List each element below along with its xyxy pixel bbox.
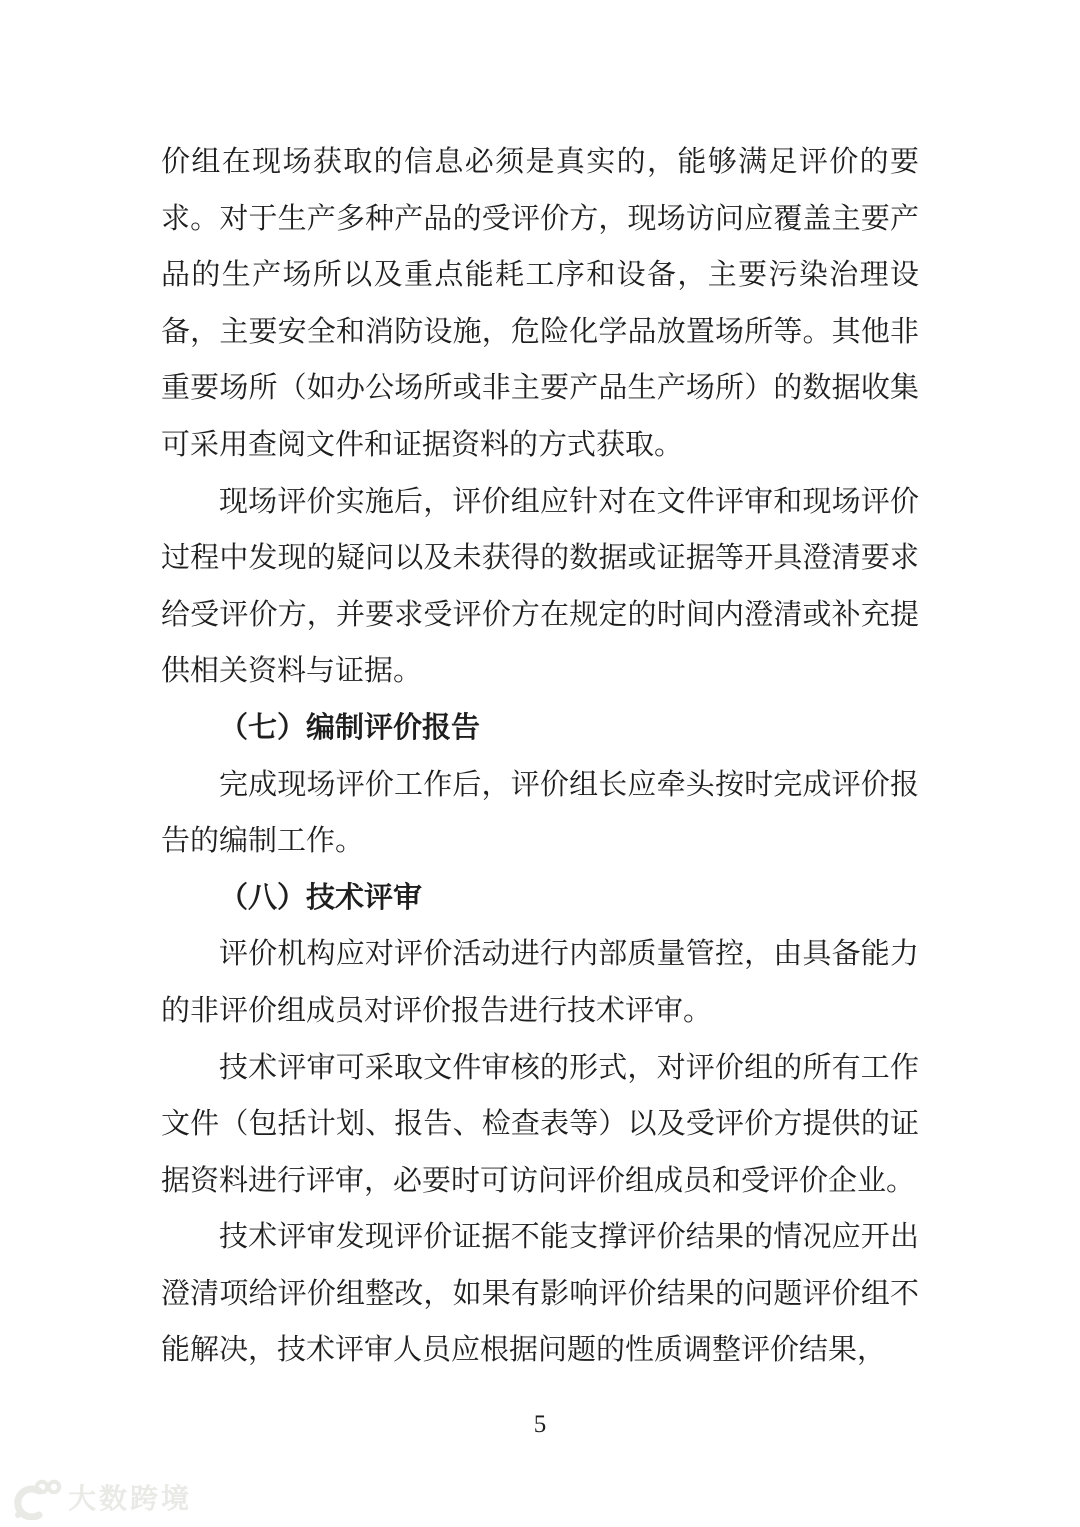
watermark-label: 大数跨境 bbox=[68, 1483, 193, 1514]
paragraph: 技术评审发现评价证据不能支撑评价结果的情况应开出澄清项给评价组整改，如果有影响评价结果的问题评价组不能解决，技术评审人员应根据问题的性质调整评价结果， bbox=[161, 1221, 919, 1367]
paragraph: 评价机构应对评价活动进行内部质量管控，由具备能力的非评价组成员对评价报告进行技术评审。 bbox=[161, 938, 919, 1027]
paragraph: 现场评价实施后，评价组应针对在文件评审和现场评价过程中发现的疑问以及未获得的数据或证据等开具澄清要求给受评价方，并要求受评价方在规定的时间内澄清或补充提供相关资料与证据。 bbox=[161, 485, 919, 688]
section-heading: （七）编制评价报告 bbox=[219, 711, 481, 744]
watermark bbox=[8, 1478, 192, 1520]
section-heading: （八）技术评审 bbox=[219, 881, 423, 914]
paragraph: 完成现场评价工作后，评价组长应牵头按时完成评价报告的编制工作。 bbox=[161, 768, 919, 858]
page-number: 5 bbox=[533, 1411, 547, 1438]
k100-logo-icon bbox=[8, 1478, 62, 1520]
paragraph: 技术评审可采取文件审核的形式，对评价组的所有工作文件（包括计划、报告、检查表等）以及受评价方提供的证据资料进行评审，必要时可访问评价组成员和受评价企业。 bbox=[161, 1051, 919, 1197]
document-body bbox=[161, 134, 919, 1379]
paragraph: 价组在现场获取的信息必须是真实的，能够满足评价的要求。对于生产多种产品的受评价方，现场访问应覆盖主要产品的生产场所以及重点能耗工序和设备，主要污染治理设备，主要安全和消防设施，危险化学品放置场所等。其他非重要场所（如办公场所或非主要产品生产场所）的数据收集可采用查阅文件和证据资料的方式获取。 bbox=[161, 146, 919, 461]
